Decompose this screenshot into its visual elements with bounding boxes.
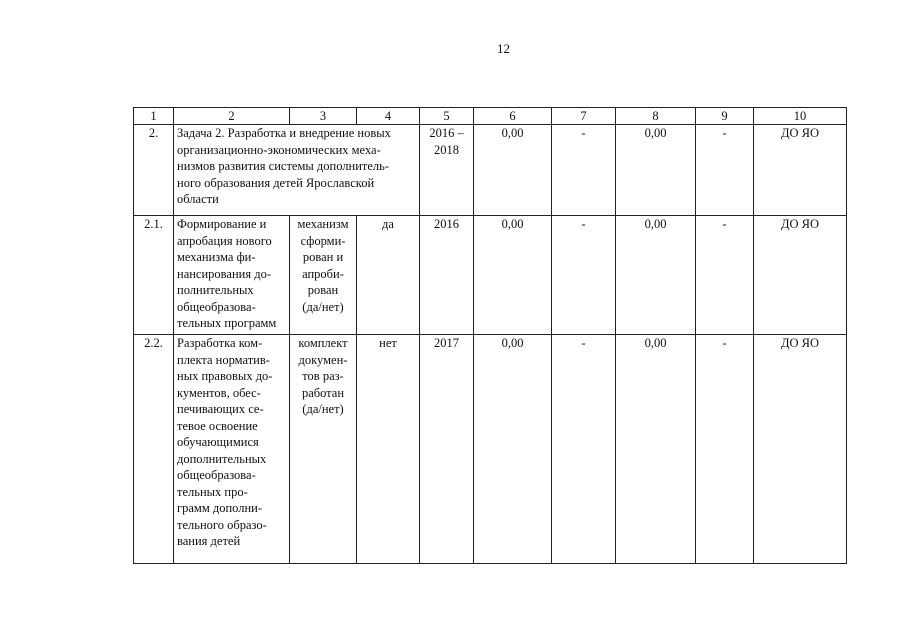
header-cell: 2 <box>174 108 290 125</box>
header-cell: 3 <box>290 108 357 125</box>
value-cell: 0,00 <box>474 335 552 564</box>
value-cell: 0,00 <box>616 335 696 564</box>
responsible-cell: ДО ЯО <box>754 335 847 564</box>
value-cell: - <box>696 335 754 564</box>
responsible-cell: ДО ЯО <box>754 216 847 335</box>
year-cell: 2017 <box>420 335 474 564</box>
header-cell: 5 <box>420 108 474 125</box>
value-cell: 0,00 <box>616 216 696 335</box>
value-cell: 0,00 <box>616 125 696 216</box>
indicator-value: нет <box>357 335 420 564</box>
table-row <box>134 216 847 335</box>
value-cell: - <box>552 216 616 335</box>
indicator-value: да <box>357 216 420 335</box>
value-cell: - <box>552 125 616 216</box>
header-cell: 4 <box>357 108 420 125</box>
value-cell: 0,00 <box>474 125 552 216</box>
activity-name: Разработка ком- плекта норматив- ных правовых до- кументов, обес- печивающих се- тевое освоение обучающимися дополнительных общеобразова- тельных про- грамм дополни- тельного образо- вания детей <box>174 335 290 564</box>
value-cell: 0,00 <box>474 216 552 335</box>
header-cell: 1 <box>134 108 174 125</box>
row-number: 2. <box>134 125 174 216</box>
header-cell: 9 <box>696 108 754 125</box>
value-cell: - <box>552 335 616 564</box>
indicator-cell: механизм сформи- рован и апроби- рован (да/нет) <box>290 216 357 335</box>
task-title: Задача 2. Разработка и внедрение новых организационно-экономических меха- низмов развития системы дополнитель- ного образования детей Ярославской области <box>174 125 420 216</box>
responsible-cell: ДО ЯО <box>754 125 847 216</box>
row-number: 2.2. <box>134 335 174 564</box>
header-cell: 8 <box>616 108 696 125</box>
table-row <box>134 335 847 564</box>
data-table <box>133 107 847 564</box>
year-cell: 2016 <box>420 216 474 335</box>
period-cell: 2016 – 2018 <box>420 125 474 216</box>
header-cell: 10 <box>754 108 847 125</box>
activity-name: Формирование и апробация нового механизма фи- нансирования до- полнительных общеобразова- тельных программ <box>174 216 290 335</box>
indicator-cell: комплект докумен- тов раз- работан (да/нет) <box>290 335 357 564</box>
value-cell: - <box>696 216 754 335</box>
page-number: 12 <box>497 41 510 56</box>
row-number: 2.1. <box>134 216 174 335</box>
value-cell: - <box>696 125 754 216</box>
header-cell: 7 <box>552 108 616 125</box>
header-cell: 6 <box>474 108 552 125</box>
header-row <box>134 108 847 125</box>
table-row <box>134 125 847 216</box>
